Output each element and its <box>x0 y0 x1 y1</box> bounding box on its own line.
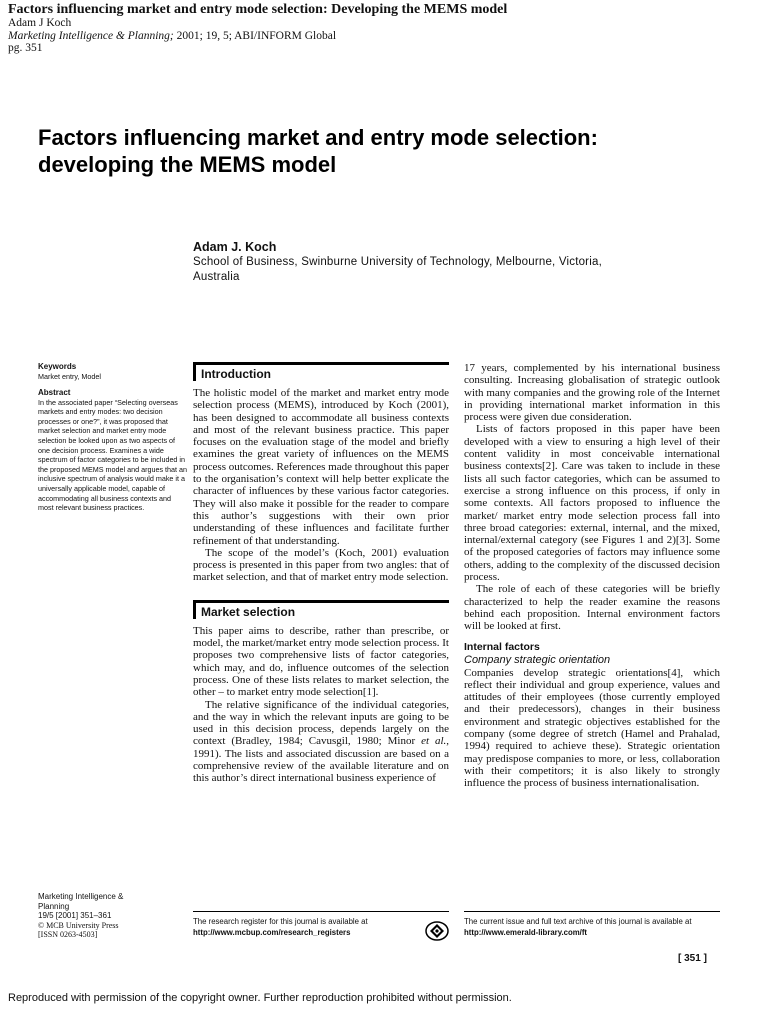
introduction-heading: Introduction <box>201 367 271 381</box>
right-paragraph-4: Companies develop strategic orientations[4], which reflect their individual and group experience, values and attitudes of their employees (those currently employed and their predecessors), changes in their business environment and strategic objectives established for the company (some degree of stretch (Hamel and Prahalad, 1994) required to achieve these). Strategic orientation may predispose companies to more, or less, collaboration with their competitors; it is also likely to strongly influence the process of business internationalisation. <box>464 666 720 790</box>
affiliation-line2: Australia <box>193 271 240 283</box>
copyright-footer: Reproduced with permission of the copyright owner. Further reproduction prohibited without permission. <box>8 992 512 1004</box>
abstract-heading: Abstract <box>38 387 71 397</box>
market-paragraph-2-etal: et al. <box>421 735 447 748</box>
abstract-text: In the associated paper “Selecting overseas markets and entry modes: two decision processes or one?”, it was proposed that market selection and market entry mode selection be looked upon as two aspects of one decision process. Examines a wide spectrum of factor categories to be included in the proposed MEMS model and argues that an inclusive spectrum of analysis would make it a universally applicable model, capable of accommodating all business contexts and most relevant business practices. <box>38 397 188 513</box>
journal-volume: 19/5 [2001] 351–361 <box>38 911 112 920</box>
header-source <box>8 30 748 43</box>
document-header <box>8 2 748 55</box>
article-title <box>38 124 738 178</box>
archive-note <box>464 916 726 938</box>
internal-factors-heading: Internal factors <box>464 640 540 653</box>
market-paragraph-1: This paper aims to describe, rather than prescribe, or model, the market/market entry mode selection process. It proposes two comprehensive lists of factor categories, which may, and do, influence outcomes of the selection process. One of these lists relates to market selection, the other – to market entry mode selection[1]. <box>193 624 449 699</box>
archive-rule <box>464 911 720 912</box>
market-paragraph-2-part2: , 1991). The lists and associated discussion are based on a comprehensive review of the available literature and on this author’s direct international business experience of <box>193 735 450 785</box>
column-right <box>464 362 720 790</box>
header-author: Adam J Koch <box>8 17 72 29</box>
journal-issn: [ISSN 0263-4503] <box>38 930 98 939</box>
column-middle <box>193 362 449 785</box>
author-block <box>193 240 733 285</box>
header-page: pg. 351 <box>8 42 43 54</box>
register-rule <box>193 911 449 912</box>
keywords-text: Market entry, Model <box>38 372 101 381</box>
sidebar <box>38 362 188 513</box>
header-source-details: 2001; 19, 5; ABI/INFORM Global <box>173 29 337 42</box>
market-paragraph-2-part1: The relative significance of the individual categories, and the way in which the relevant inputs are going to be used in this decision process, depends largely on the context (Bradley, 1984; Cavusgil, 1980; Minor <box>193 698 449 748</box>
section-introduction <box>193 362 449 381</box>
market-paragraph-2 <box>193 699 449 785</box>
intro-paragraph-1: The holistic model of the market and market entry mode selection process (MEMS), introduced by Koch (2001), has been designed to accommodate all business contexts and most of the relevant business practice. This paper focuses on the evaluation stage of the model and briefly examines the great variety of influences on the MEMS process outcomes. References made throughout this paper to the organisation’s context will help better explicate the character of influences by these various factor categories. They will also make it possible for the reader to compare this author’s suggestions with their own prior understanding of these influences and facilitate further refinement of that understanding. <box>193 387 449 547</box>
author-name: Adam J. Koch <box>193 240 277 254</box>
right-paragraph-3: The role of each of these categories will be briefly characterized to help the reader examine the reasons behind each proposition. Internal environment factors will be looked at first. <box>464 583 720 633</box>
archive-text: The current issue and full text archive of this journal is available at <box>464 917 692 926</box>
header-title: Factors influencing market and entry mode selection: Developing the MEMS model <box>8 2 508 17</box>
register-link[interactable]: http://www.mcbup.com/research_registers <box>193 928 351 937</box>
keywords-heading: Keywords <box>38 362 77 371</box>
page-number: [ 351 ] <box>678 953 707 964</box>
market-selection-heading: Market selection <box>201 604 296 619</box>
section-market-selection <box>193 600 449 619</box>
journal-info <box>38 892 188 940</box>
journal-name-line1: Marketing Intelligence & <box>38 892 124 901</box>
journal-name-line2: Planning <box>38 901 70 911</box>
publisher-emblem-icon <box>424 920 450 942</box>
header-source-journal: Marketing Intelligence & Planning; <box>8 29 174 42</box>
article-title-line2: developing the MEMS model <box>38 152 337 177</box>
register-text: The research register for this journal is available at <box>193 917 368 926</box>
right-paragraph-2: Lists of factors proposed in this paper have been developed with a view to ensuring a high level of their content validity in most conceivable international business contexts[2]. Care was taken to include in these lists all such factor categories, which can be assumed to exercise a strong influence on this process, if only in some contexts. All factors proposed to influence the market/ market entry mode selection process fall into three broad categories: external, internal, and the mixed, internal/external category (see Figures 1 and 2)[3]. Some of the proposed categories of factors may influence some others, adding to the complexity of the discussed decision process. <box>464 423 720 584</box>
archive-link[interactable]: http://www.emerald-library.com/ft <box>464 928 588 937</box>
company-strategic-orientation-subheading: Company strategic orientation <box>464 653 611 666</box>
affiliation-line1: School of Business, Swinburne University of Technology, Melbourne, Victoria, <box>193 256 602 268</box>
intro-paragraph-2: The scope of the model’s (Koch, 2001) evaluation process is presented in this paper from two angles: that of market selection, and that of market entry mode selection. <box>193 546 449 584</box>
right-paragraph-1: 17 years, complemented by his international business consulting. Increasing globalisation of strategic outlook with many companies and the growing role of the Internet in providing international market information in this process were given due consideration. <box>464 362 720 424</box>
register-note <box>193 916 421 938</box>
journal-publisher: © MCB University Press <box>38 920 119 930</box>
article-title-line1: Factors influencing market and entry mode selection: <box>38 125 598 150</box>
